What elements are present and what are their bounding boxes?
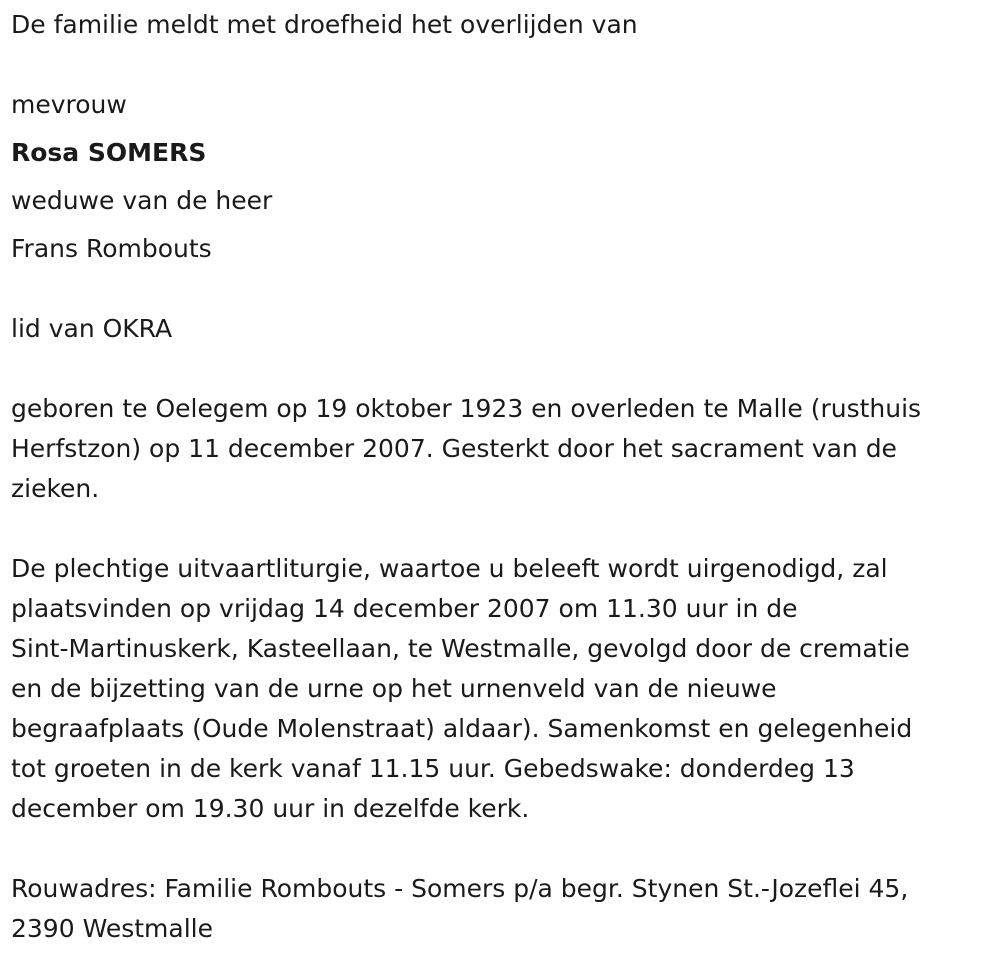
intro-text: De familie meldt met droefheid het overlijden van (11, 10, 638, 39)
relation-text: weduwe van de heer (11, 186, 273, 215)
death-notice (11, 5, 991, 949)
paragraph-line: geboren te Oelegem op 19 oktober 1923 en overleden te Malle (rusthuis (11, 394, 922, 423)
membership-text: lid van OKRA (11, 314, 173, 343)
paragraph-line: tot groeten in de kerk vanaf 11.15 uur. Gebedswake: donderdeg 13 (11, 754, 855, 783)
paragraph-line: Herfstzon) op 11 december 2007. Gesterkt door het sacrament van de (11, 434, 897, 463)
paragraph-line: begraafplaats (Oude Molenstraat) aldaar). Samenkomst en gelegenheid (11, 714, 913, 743)
paragraph-line: De plechtige uitvaartliturgie, waartoe u beleeft wordt uirgenodigd, zal (11, 554, 888, 583)
paragraph-line: en de bijzetting van de urne op het urnenveld van de nieuwe (11, 674, 777, 703)
paragraph-line: december om 19.30 uur in dezelfde kerk. (11, 794, 530, 823)
address-line: Rouwadres: Familie Rombouts - Somers p/a begr. Stynen St.-Jozeflei 45, (11, 874, 909, 903)
deceased-name: Rosa SOMERS (11, 138, 207, 167)
paragraph-line: plaatsvinden op vrijdag 14 december 2007 om 11.30 uur in de (11, 594, 798, 623)
address-line: 2390 Westmalle (11, 914, 213, 943)
birth-death-paragraph (11, 389, 991, 509)
paragraph-line: Sint-Martinuskerk, Kasteellaan, te Westmalle, gevolgd door de crematie (11, 634, 910, 663)
address-paragraph (11, 869, 991, 949)
spouse-name: Frans Rombouts (11, 234, 212, 263)
paragraph-line: zieken. (11, 474, 100, 503)
title-prefix: mevrouw (11, 90, 127, 119)
funeral-paragraph (11, 549, 991, 829)
